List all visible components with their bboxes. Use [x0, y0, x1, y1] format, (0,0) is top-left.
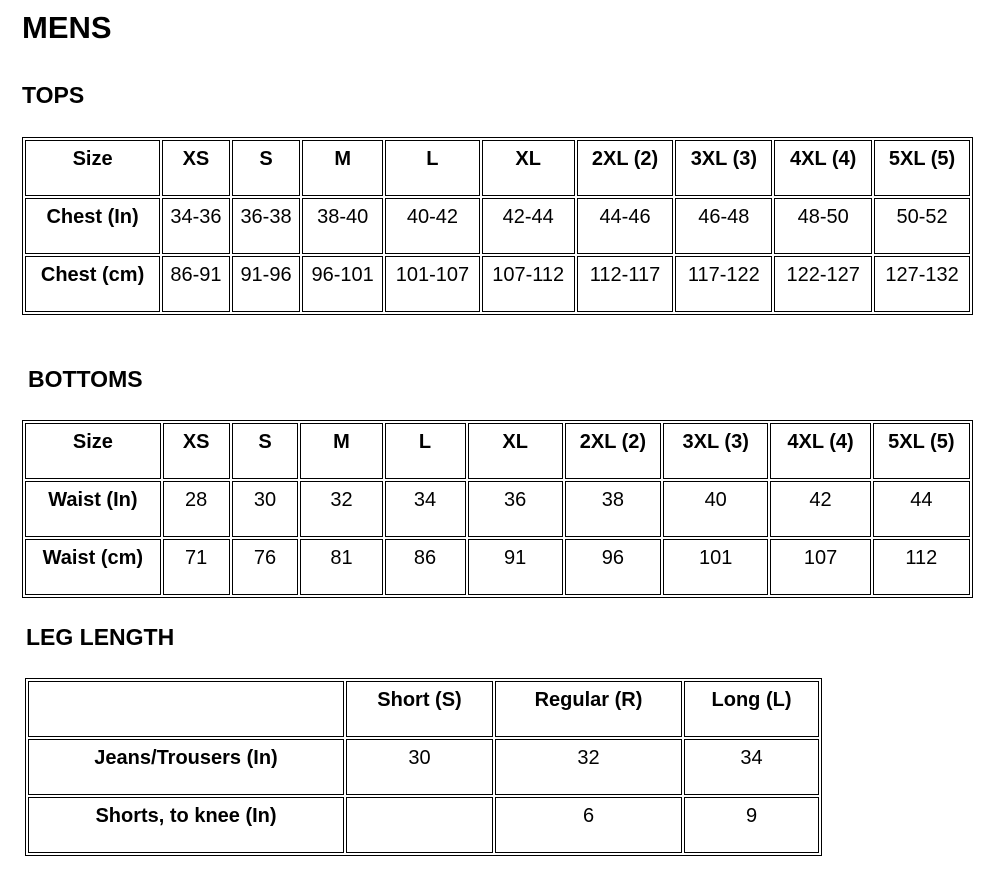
table-cell: 40 [663, 481, 768, 537]
header-cell: L [385, 423, 466, 479]
table-row [28, 739, 819, 795]
row-label: Jeans/Trousers (In) [28, 739, 344, 795]
table-cell: 101 [663, 539, 768, 595]
table-cell: 34-36 [162, 198, 230, 254]
header-cell: Size [25, 423, 161, 479]
table-cell: 9 [684, 797, 819, 853]
header-cell: 2XL (2) [565, 423, 661, 479]
table-cell: 42-44 [482, 198, 575, 254]
row-label: Chest (cm) [25, 256, 160, 312]
header-cell: 3XL (3) [675, 140, 772, 196]
table-cell: 28 [163, 481, 230, 537]
table-row [25, 256, 970, 312]
table-cell: 101-107 [385, 256, 480, 312]
header-cell: Short (S) [346, 681, 493, 737]
table-header-row [25, 423, 970, 479]
table-header-row [25, 140, 970, 196]
table-cell: 96 [565, 539, 661, 595]
header-cell: 4XL (4) [774, 140, 872, 196]
header-cell: S [232, 140, 301, 196]
header-cell: 2XL (2) [577, 140, 674, 196]
bottoms-heading: BOTTOMS [28, 366, 143, 392]
leg-length-table [25, 678, 822, 856]
table-cell: 40-42 [385, 198, 480, 254]
table-cell: 107-112 [482, 256, 575, 312]
row-label: Waist (In) [25, 481, 161, 537]
table-row [28, 797, 819, 853]
table-cell: 6 [495, 797, 682, 853]
table-cell: 34 [385, 481, 466, 537]
table-cell: 86-91 [162, 256, 230, 312]
header-cell: Size [25, 140, 160, 196]
table-cell: 122-127 [774, 256, 872, 312]
table-cell: 50-52 [874, 198, 970, 254]
header-cell: S [232, 423, 299, 479]
table-cell: 36 [468, 481, 563, 537]
table-row [25, 481, 970, 537]
table-cell: 44-46 [577, 198, 674, 254]
table-cell: 107 [770, 539, 870, 595]
header-cell: M [300, 423, 382, 479]
header-cell: Long (L) [684, 681, 819, 737]
header-cell: Regular (R) [495, 681, 682, 737]
header-cell: L [385, 140, 480, 196]
table-cell: 32 [300, 481, 382, 537]
table-cell: 112 [873, 539, 970, 595]
table-row [25, 539, 970, 595]
header-cell: 5XL (5) [873, 423, 970, 479]
table-cell: 117-122 [675, 256, 772, 312]
table-cell: 44 [873, 481, 970, 537]
header-cell: 4XL (4) [770, 423, 870, 479]
header-cell: XS [163, 423, 230, 479]
tops-size-table [22, 137, 973, 315]
table-cell: 42 [770, 481, 870, 537]
table-cell: 96-101 [302, 256, 383, 312]
row-label: Shorts, to knee (In) [28, 797, 344, 853]
table-cell: 86 [385, 539, 466, 595]
table-cell: 38 [565, 481, 661, 537]
table-cell: 38-40 [302, 198, 383, 254]
header-cell: XS [162, 140, 230, 196]
table-cell: 30 [232, 481, 299, 537]
header-cell: 5XL (5) [874, 140, 970, 196]
table-cell: 34 [684, 739, 819, 795]
table-cell: 71 [163, 539, 230, 595]
leg-length-heading: LEG LENGTH [26, 624, 175, 650]
row-label: Waist (cm) [25, 539, 161, 595]
page-title: MENS [22, 10, 112, 45]
table-header-row [28, 681, 819, 737]
table-cell: 81 [300, 539, 382, 595]
table-cell: 36-38 [232, 198, 301, 254]
table-cell: 32 [495, 739, 682, 795]
table-row [25, 198, 970, 254]
table-cell: 91 [468, 539, 563, 595]
header-cell: 3XL (3) [663, 423, 768, 479]
table-cell: 48-50 [774, 198, 872, 254]
table-cell: 127-132 [874, 256, 970, 312]
bottoms-size-table [22, 420, 973, 598]
tops-heading: TOPS [22, 82, 85, 108]
table-cell: 30 [346, 739, 493, 795]
header-cell [28, 681, 344, 737]
header-cell: XL [468, 423, 563, 479]
header-cell: XL [482, 140, 575, 196]
table-cell: 46-48 [675, 198, 772, 254]
table-cell [346, 797, 493, 853]
table-cell: 91-96 [232, 256, 301, 312]
table-cell: 76 [232, 539, 299, 595]
table-cell: 112-117 [577, 256, 674, 312]
row-label: Chest (In) [25, 198, 160, 254]
header-cell: M [302, 140, 383, 196]
